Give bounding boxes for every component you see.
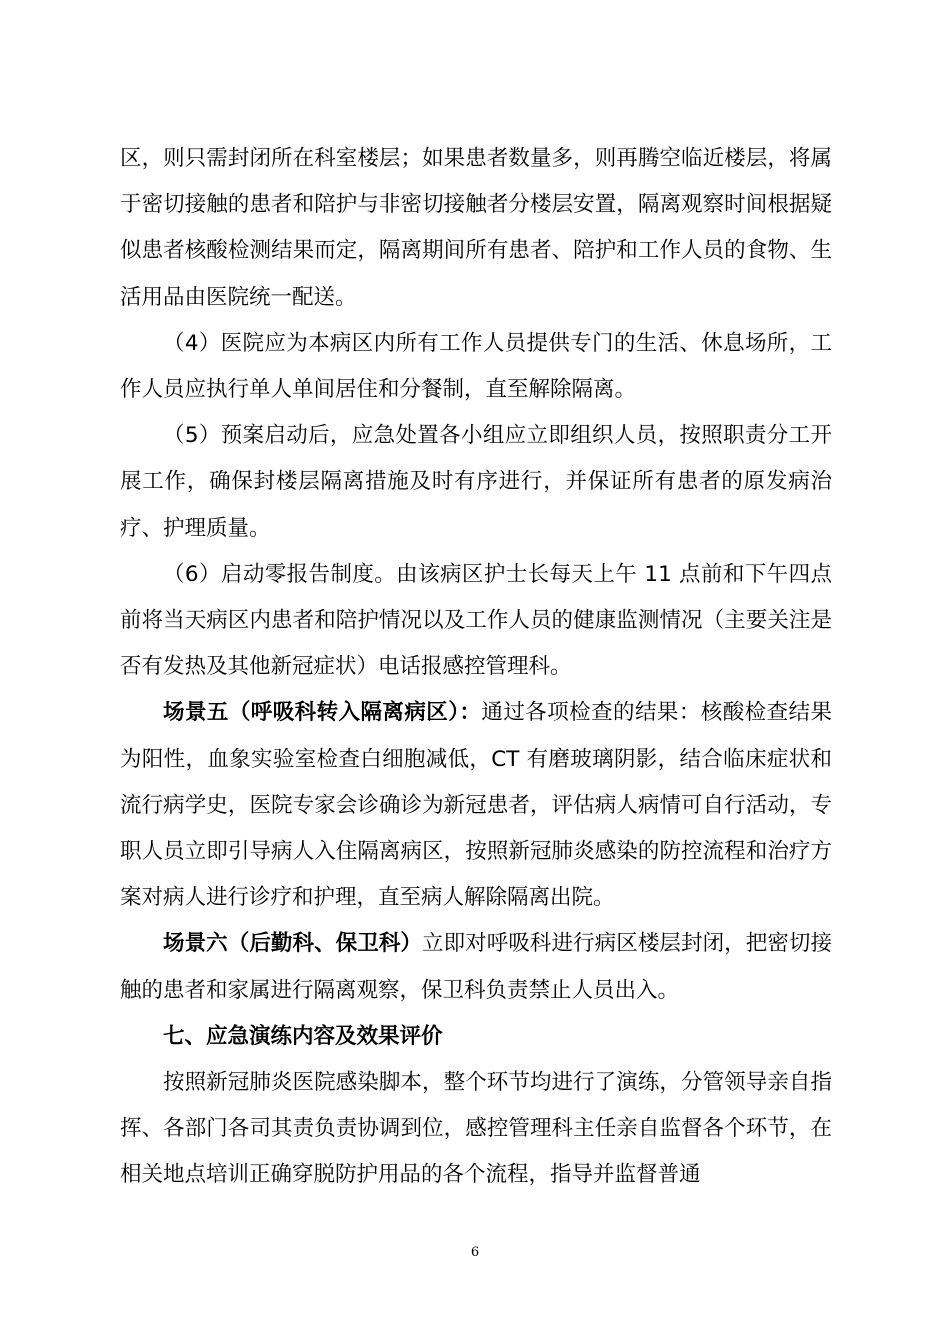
page-number: 6 bbox=[470, 1245, 480, 1260]
paragraph-scene-6 bbox=[120, 921, 832, 1013]
scene-5-label: 场景五（呼吸科转入隔离病区）： bbox=[163, 700, 482, 726]
scene-6-text: 立即对呼吸科进行病区楼层封闭，把密切接触的患者和家属进行隔离观察，保卫科负责禁止人员出入。 bbox=[120, 931, 832, 1003]
paragraph-item-5: （5）预案启动后，应急处置各小组应立即组织人员，按照职责分工开展工作，确保封楼层隔离措施及时有序进行，并保证所有患者的原发病治疗、护理质量。 bbox=[120, 423, 832, 541]
section-heading-7: 七、应急演练内容及效果评价 bbox=[163, 1023, 443, 1049]
paragraph-item-4: （4）医院应为本病区内所有工作人员提供专门的生活、休息场所，工作人员应执行单人单间居住和分餐制，直至解除隔离。 bbox=[120, 330, 832, 403]
paragraph-scene-5 bbox=[120, 690, 832, 921]
scene-6-label: 场景六（后勤科、保卫科） bbox=[163, 931, 422, 957]
paragraph-item-6: （6）启动零报告制度。由该病区护士长每天上午 11 点前和下午四点前将当天病区内患者和陪护情况以及工作人员的健康监测情况（主要关注是否有发热及其他新冠症状）电话报感控管理科。 bbox=[120, 561, 832, 680]
page-body bbox=[120, 136, 832, 1199]
scene-5-text: 通过各项检查的结果：核酸检查结果为阳性，血象实验室检查白细胞减低，CT 有磨玻璃阴影，结合临床症状和流行病学史，医院专家会诊确诊为新冠患者，评估病人病情可自行活动，专职人员立即引导病人入住隔离病区，按照新冠肺炎感染的防控流程和治疗方案对病人进行诊疗和护理，直至病人解除隔离出院。 bbox=[120, 700, 832, 911]
paragraph-continuation: 区，则只需封闭所在科室楼层；如果患者数量多，则再腾空临近楼层，将属于密切接触的患者和陪护与非密切接触者分楼层安置，隔离观察时间根据疑似患者核酸检测结果而定，隔离期间所有患者、陪护和工作人员的食物、生活用品由医院统一配送。 bbox=[120, 146, 832, 310]
paragraph-section-7: 按照新冠肺炎医院感染脚本，整个环节均进行了演练，分管领导亲自指挥、各部门各司其责负责协调到位，感控管理科主任亲自监督各个环节，在相关地点培训正确穿脱防护用品的各个流程，指导并监督普通 bbox=[120, 1070, 832, 1188]
